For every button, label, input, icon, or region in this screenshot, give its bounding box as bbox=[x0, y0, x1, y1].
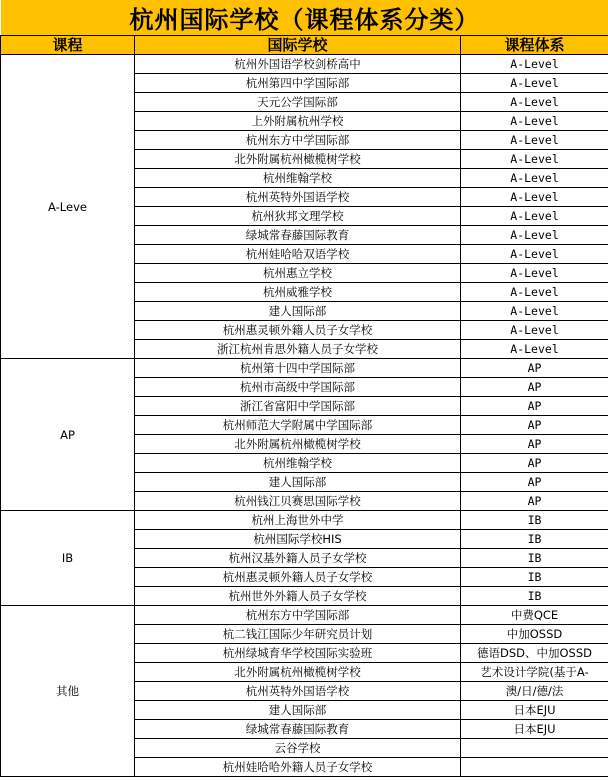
system-cell: 日本EJU bbox=[461, 720, 608, 739]
system-cell: A-Level bbox=[461, 321, 608, 340]
system-cell: A-Level bbox=[461, 169, 608, 188]
school-cell: 杭州娃哈哈双语学校 bbox=[135, 245, 461, 264]
school-cell: 杭州惠灵顿外籍人员子女学校 bbox=[135, 321, 461, 340]
system-cell bbox=[461, 758, 608, 777]
system-cell: 德语DSD、中加OSSD bbox=[461, 644, 608, 663]
school-cell: 杭州东方中学国际部 bbox=[135, 131, 461, 150]
school-cell: 杭州绿城育华学校国际实验班 bbox=[135, 644, 461, 663]
school-cell: 杭州钱江贝赛思国际学校 bbox=[135, 492, 461, 511]
course-group-cell: AP bbox=[1, 359, 135, 511]
system-cell: A-Level bbox=[461, 226, 608, 245]
school-cell: 杭州英特外国语学校 bbox=[135, 682, 461, 701]
table-row bbox=[1, 55, 608, 74]
system-cell: AP bbox=[461, 416, 608, 435]
page-title: 杭州国际学校（课程体系分类） bbox=[1, 0, 608, 36]
system-cell: AP bbox=[461, 492, 608, 511]
course-group-cell: IB bbox=[1, 511, 135, 606]
school-cell: 杭州惠灵顿外籍人员子女学校 bbox=[135, 568, 461, 587]
school-cell: 绿城常春藤国际教育 bbox=[135, 226, 461, 245]
table-row bbox=[1, 359, 608, 378]
system-cell: IB bbox=[461, 568, 608, 587]
school-cell: 杭州惠立学校 bbox=[135, 264, 461, 283]
school-cell: 浙江省富阳中学国际部 bbox=[135, 397, 461, 416]
school-cell: 杭州上海世外中学 bbox=[135, 511, 461, 530]
system-cell: 艺术设计学院(基于A- bbox=[461, 663, 608, 682]
system-cell bbox=[461, 739, 608, 758]
system-cell: A-Level bbox=[461, 264, 608, 283]
system-cell: A-Level bbox=[461, 207, 608, 226]
school-cell: 建人国际部 bbox=[135, 701, 461, 720]
system-cell: AP bbox=[461, 435, 608, 454]
school-cell: 杭州英特外国语学校 bbox=[135, 188, 461, 207]
system-cell: IB bbox=[461, 587, 608, 606]
system-cell: A-Level bbox=[461, 245, 608, 264]
system-cell: IB bbox=[461, 530, 608, 549]
school-cell: 杭州世外外籍人员子女学校 bbox=[135, 587, 461, 606]
school-cell: 杭州狄邦文理学校 bbox=[135, 207, 461, 226]
system-cell: 中加OSSD bbox=[461, 625, 608, 644]
school-cell: 云谷学校 bbox=[135, 739, 461, 758]
school-cell: 杭州外国语学校剑桥高中 bbox=[135, 55, 461, 74]
system-cell: A-Level bbox=[461, 112, 608, 131]
school-cell: 杭州娃哈哈外籍人员子女学校 bbox=[135, 758, 461, 777]
school-cell: 北外附属杭州橄榄树学校 bbox=[135, 435, 461, 454]
header-row bbox=[1, 36, 608, 55]
header-system: 课程体系 bbox=[461, 36, 608, 55]
school-cell: 杭州维翰学校 bbox=[135, 454, 461, 473]
school-cell: 建人国际部 bbox=[135, 473, 461, 492]
header-course: 课程 bbox=[1, 36, 135, 55]
system-cell: A-Level bbox=[461, 74, 608, 93]
table-row bbox=[1, 606, 608, 625]
school-cell: 杭州第十四中学国际部 bbox=[135, 359, 461, 378]
system-cell: 日本EJU bbox=[461, 701, 608, 720]
school-cell: 绿城常春藤国际教育 bbox=[135, 720, 461, 739]
system-cell: IB bbox=[461, 511, 608, 530]
system-cell: A-Level bbox=[461, 55, 608, 74]
school-cell: 杭州国际学校HIS bbox=[135, 530, 461, 549]
school-cell: 杭二钱江国际少年研究员计划 bbox=[135, 625, 461, 644]
school-cell: 天元公学国际部 bbox=[135, 93, 461, 112]
table-row bbox=[1, 511, 608, 530]
course-group-cell: A-Leve bbox=[1, 55, 135, 359]
system-cell: AP bbox=[461, 397, 608, 416]
school-cell: 杭州东方中学国际部 bbox=[135, 606, 461, 625]
system-cell: A-Level bbox=[461, 150, 608, 169]
school-cell: 杭州师范大学附属中学国际部 bbox=[135, 416, 461, 435]
system-cell: AP bbox=[461, 473, 608, 492]
system-cell: A-Level bbox=[461, 340, 608, 359]
system-cell: 澳/日/德/法 bbox=[461, 682, 608, 701]
school-cell: 杭州汉基外籍人员子女学校 bbox=[135, 549, 461, 568]
header-school: 国际学校 bbox=[135, 36, 461, 55]
system-cell: AP bbox=[461, 454, 608, 473]
system-cell: A-Level bbox=[461, 283, 608, 302]
system-cell: IB bbox=[461, 549, 608, 568]
school-cell: 北外附属杭州橄榄树学校 bbox=[135, 663, 461, 682]
course-group-cell: 其他 bbox=[1, 606, 135, 777]
school-cell: 上外附属杭州学校 bbox=[135, 112, 461, 131]
school-cell: 建人国际部 bbox=[135, 302, 461, 321]
system-cell: A-Level bbox=[461, 131, 608, 150]
school-cell: 杭州维翰学校 bbox=[135, 169, 461, 188]
system-cell: A-Level bbox=[461, 188, 608, 207]
school-cell: 杭州市高级中学国际部 bbox=[135, 378, 461, 397]
system-cell: A-Level bbox=[461, 93, 608, 112]
system-cell: A-Level bbox=[461, 302, 608, 321]
system-cell: 中费QCE bbox=[461, 606, 608, 625]
system-cell: AP bbox=[461, 378, 608, 397]
system-cell: AP bbox=[461, 359, 608, 378]
school-cell: 杭州第四中学国际部 bbox=[135, 74, 461, 93]
school-cell: 浙江杭州肯思外籍人员子女学校 bbox=[135, 340, 461, 359]
school-cell: 杭州威雅学校 bbox=[135, 283, 461, 302]
school-cell: 北外附属杭州橄榄树学校 bbox=[135, 150, 461, 169]
